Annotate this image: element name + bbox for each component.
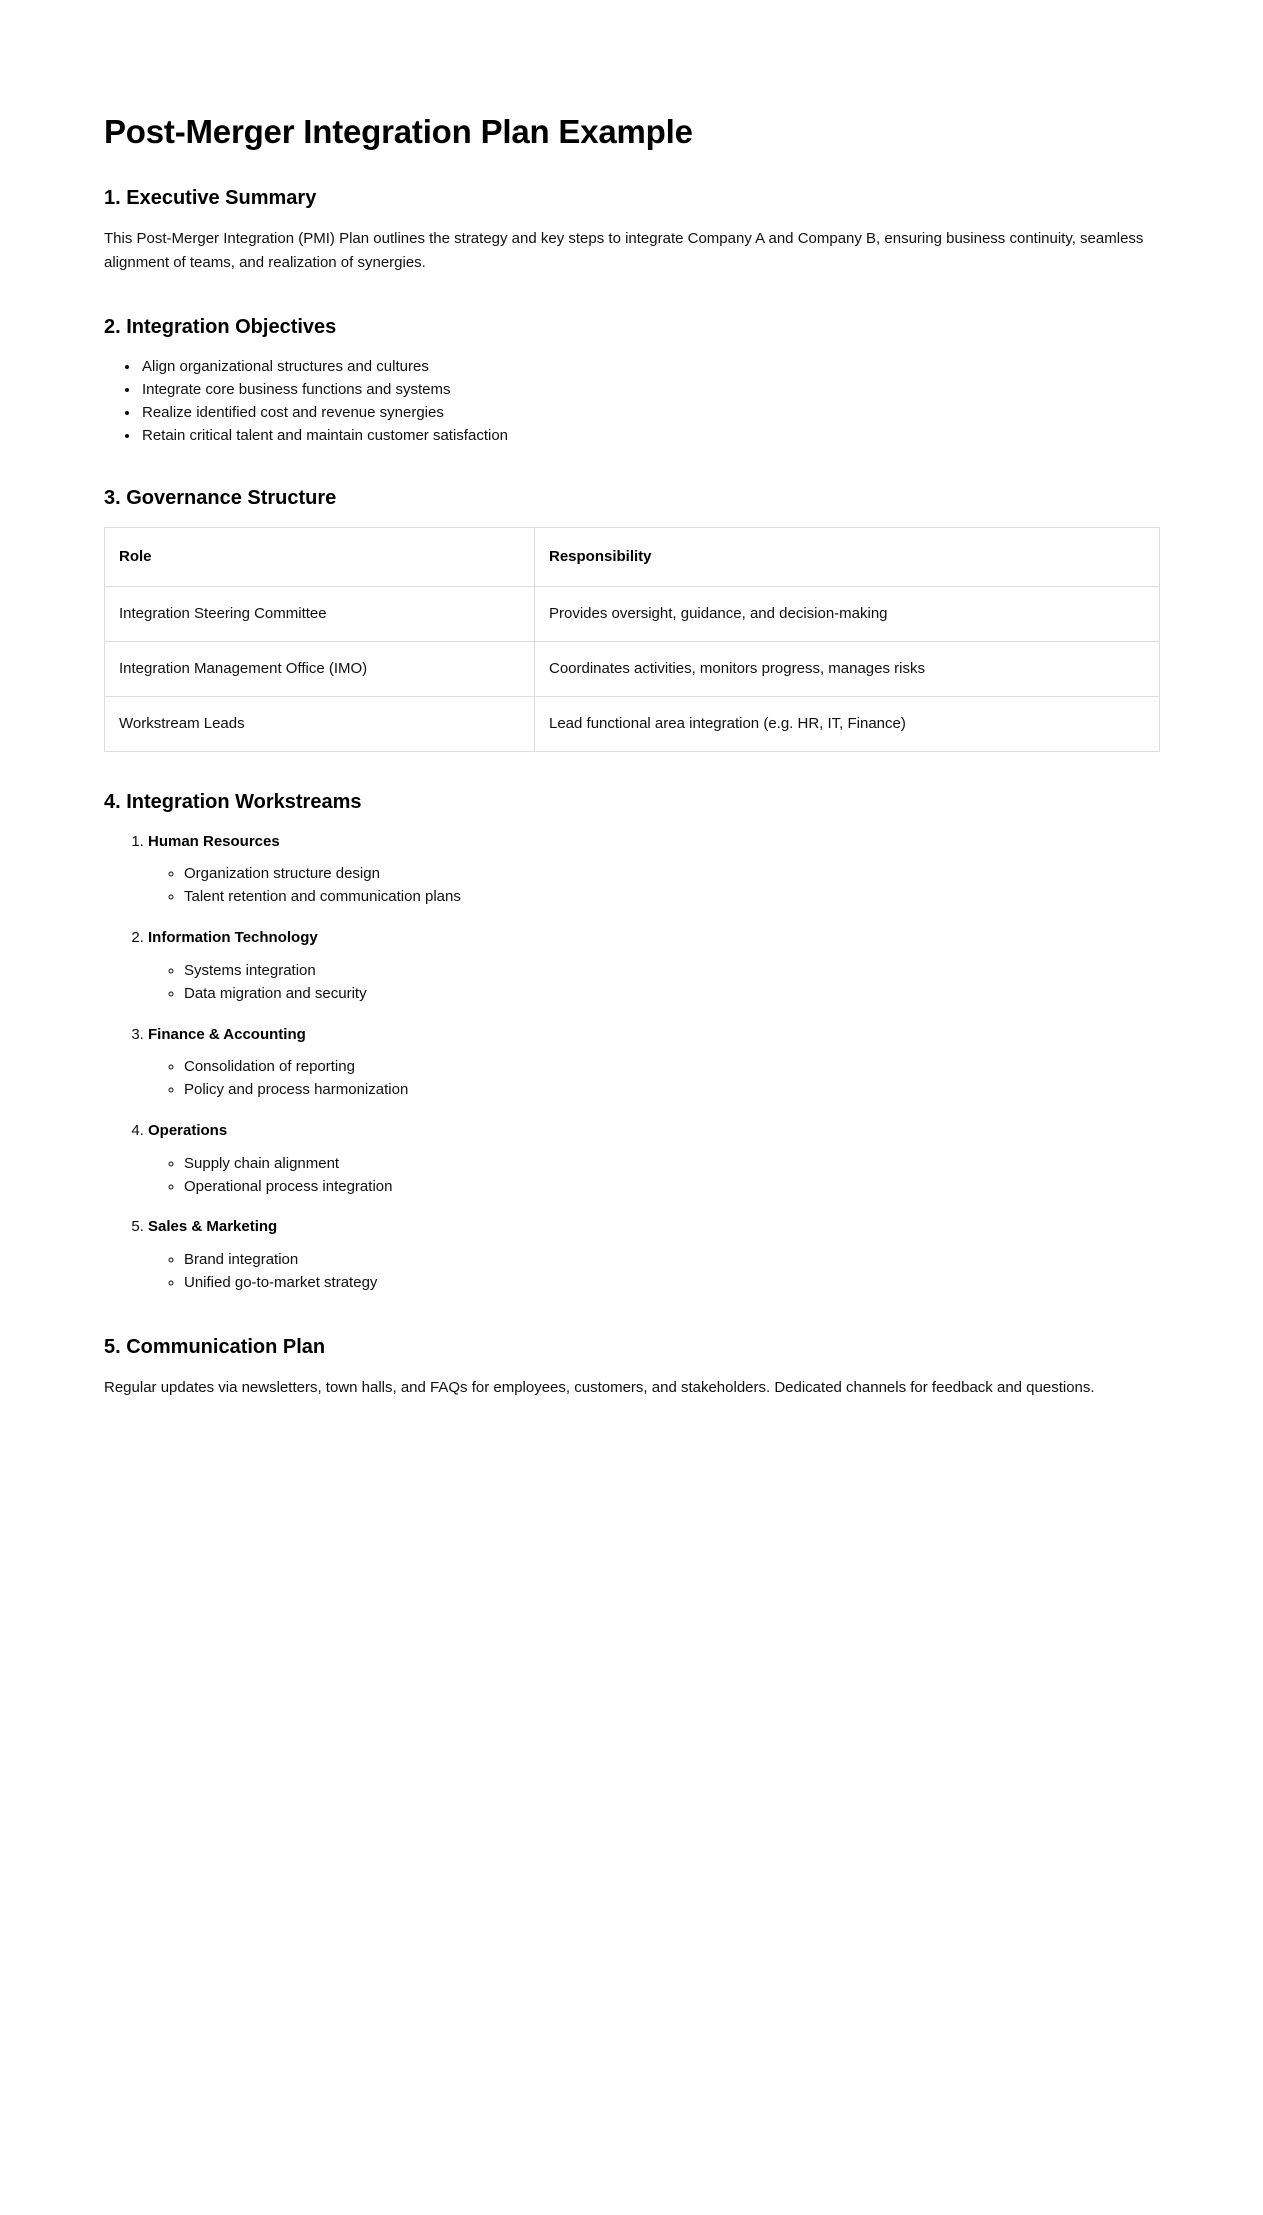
communication-plan-paragraph: Regular updates via newsletters, town halls, and FAQs for employees, customers, and stakeholders. Dedicated channels for feedback and questions. [104, 1378, 1095, 1396]
list-item: ◦ Policy and process harmonization [184, 1079, 1159, 1102]
list-item: • Retain critical talent and maintain customer satisfaction [140, 425, 1159, 448]
table-cell-role: Workstream Leads [105, 696, 535, 751]
workstream-sublist [148, 1249, 1159, 1295]
list-item: ◦ Operational process integration [184, 1176, 1159, 1199]
list-item: ◦ Organization structure design [184, 863, 1159, 886]
integration-objectives-list [104, 356, 1159, 448]
table-cell-role: Integration Management Office (IMO) [105, 641, 535, 696]
list-item: ◦ Data migration and security [184, 983, 1159, 1006]
section-heading-governance-structure: 3. Governance Structure [104, 486, 337, 509]
section-integration-workstreams [104, 790, 1159, 1295]
list-item: ◦ Supply chain alignment [184, 1153, 1159, 1176]
section-communication-plan [104, 1335, 1159, 1400]
column-header-role: Role [105, 527, 535, 586]
table-body [105, 586, 1160, 751]
section-integration-objectives [104, 315, 1159, 448]
list-item [148, 927, 1159, 1005]
list-item: ◦ Unified go-to-market strategy [184, 1272, 1159, 1295]
section-heading-executive-summary: 1. Executive Summary [104, 186, 317, 209]
section-heading-integration-objectives: 2. Integration Objectives [104, 316, 337, 339]
workstream-name: Sales & Marketing [148, 1218, 278, 1236]
executive-summary-paragraph: This Post-Merger Integration (PMI) Plan outlines the strategy and key steps to integrate Company A and Company B, ensuring business continuity, seamless alignment of teams, and realization of synergies. [104, 229, 1144, 271]
workstream-sublist [148, 863, 1159, 909]
table-cell-responsibility: Lead functional area integration (e.g. HR, IT, Finance) [535, 696, 1160, 751]
list-item: • Realize identified cost and revenue synergies [140, 402, 1159, 425]
workstream-name: Human Resources [148, 832, 280, 850]
table-row [105, 696, 1160, 751]
column-header-responsibility: Responsibility [535, 527, 1160, 586]
list-item: • Align organizational structures and cultures [140, 356, 1159, 379]
workstream-sublist [148, 1056, 1159, 1102]
table-row [105, 586, 1160, 641]
list-item [148, 1216, 1159, 1294]
list-item [148, 831, 1159, 909]
table-header-row [105, 527, 1160, 586]
list-item [148, 1024, 1159, 1102]
section-governance-structure [104, 486, 1159, 752]
workstream-sublist [148, 960, 1159, 1006]
workstream-name: Information Technology [148, 929, 318, 947]
workstream-name: Finance & Accounting [148, 1025, 306, 1043]
section-executive-summary [104, 186, 1159, 276]
section-heading-communication-plan: 5. Communication Plan [104, 1335, 326, 1358]
list-item [148, 1120, 1159, 1198]
table-cell-role: Integration Steering Committee [105, 586, 535, 641]
page-title: Post-Merger Integration Plan Example [104, 113, 693, 150]
list-item: ◦ Consolidation of reporting [184, 1056, 1159, 1079]
governance-table [104, 527, 1160, 752]
table-row [105, 641, 1160, 696]
section-heading-integration-workstreams: 4. Integration Workstreams [104, 790, 362, 813]
table-cell-responsibility: Provides oversight, guidance, and decision-making [535, 586, 1160, 641]
list-item: ◦ Systems integration [184, 960, 1159, 983]
table-header [105, 527, 1160, 586]
table-cell-responsibility: Coordinates activities, monitors progress, manages risks [535, 641, 1160, 696]
workstream-sublist [148, 1153, 1159, 1199]
list-item: ◦ Talent retention and communication plans [184, 886, 1159, 909]
integration-workstreams-list [104, 831, 1159, 1295]
list-item: • Integrate core business functions and systems [140, 379, 1159, 402]
workstream-name: Operations [148, 1122, 228, 1140]
list-item: ◦ Brand integration [184, 1249, 1159, 1272]
